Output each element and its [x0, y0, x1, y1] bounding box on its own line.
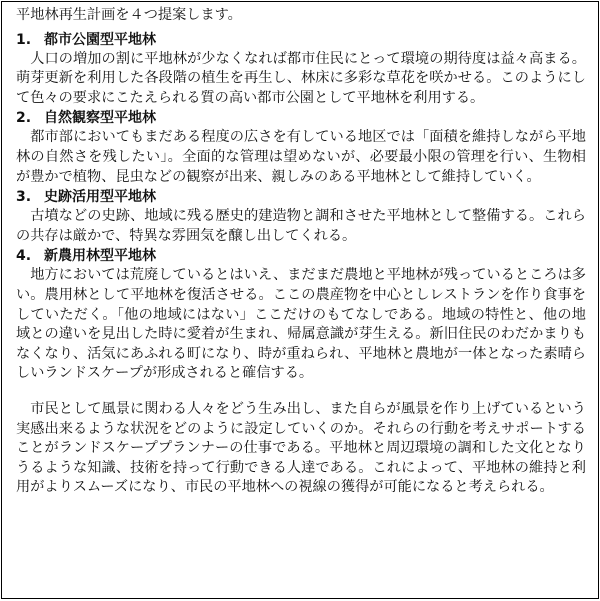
section-new-farm-forest [16, 246, 586, 384]
section-heading [16, 108, 586, 128]
section-title: 史跡活用型平地林 [44, 189, 156, 206]
section-nature-observation [16, 108, 586, 187]
section-title: 都市公園型平地林 [44, 31, 156, 48]
section-body: 人口の増加の割に平地林が少なくなれば都市住民にとって環境の期待度は益々高まる。萌芽更新を利用した各段階の植生を再生し、林床に多彩な草花を咲かせる。このようにして色々の要求にこたえられる質の高い都市公園として平地林を利用する。 [16, 50, 586, 106]
section-number: 2. [16, 110, 32, 127]
section-heading [16, 187, 586, 207]
section-title: 自然観察型平地林 [44, 110, 156, 127]
section-historic-site [16, 187, 586, 246]
section-title: 新農用林型平地林 [44, 248, 156, 265]
document-page [1, 1, 599, 599]
section-heading [16, 30, 586, 50]
section-body: 地方においては荒廃しているとはいえ、まだまだ農地と平地林が残っているところは多い。農用林として平地林を復活させる。ここの農産物を中心としレストランを作り食事をしていただく。「他の地域にはない」ここだけのもてなしである。地域の特性と、他の地域との違いを見出した時に愛着が生まれ、帰属意識が芽生える。新旧住民のわだかまりもなくなり、活気にあふれる町になり、時が重ねられ、平地林と農地が一体となった素晴らしいランドスケープが形成されると確信する。 [16, 267, 586, 382]
section-number: 1. [16, 31, 32, 48]
section-body: 都市部においてもまだある程度の広さを有している地区では「面積を維持しながら平地林の自然さを残したい」。全面的な管理は望めないが、必要最小限の管理を行い、生物相が豊かで植物、昆虫などの観察が出来、親しみのある平地林として維持していく。 [16, 129, 586, 185]
section-number: 3. [16, 189, 32, 206]
section-urban-park [16, 30, 586, 109]
section-number: 4. [16, 248, 32, 265]
section-heading [16, 246, 586, 266]
intro-text: 平地林再生計画を４つ提案します。 [16, 7, 242, 23]
section-body: 古墳などの史跡、地域に残る歴史的建造物と調和させた平地林として整備する。これらの共存は厳かで、特異な雰囲気を醸し出してくれる。 [16, 208, 586, 244]
closing-paragraph: 市民として風景に関わる人々をどう生み出し、また自らが風景を作り上げているという実感出来るような状況をどのように設定していくのか。それらの行動を考えサポートすることがランドスケーププランナーの仕事である。平地林と周辺環境の調和した文化となりうるような知識、技術を持って行動できる人達である。これによって、平地林の維持と利用がよりスムーズになり、市民の平地林への視線の獲得が可能になると考えられる。 [16, 400, 586, 496]
